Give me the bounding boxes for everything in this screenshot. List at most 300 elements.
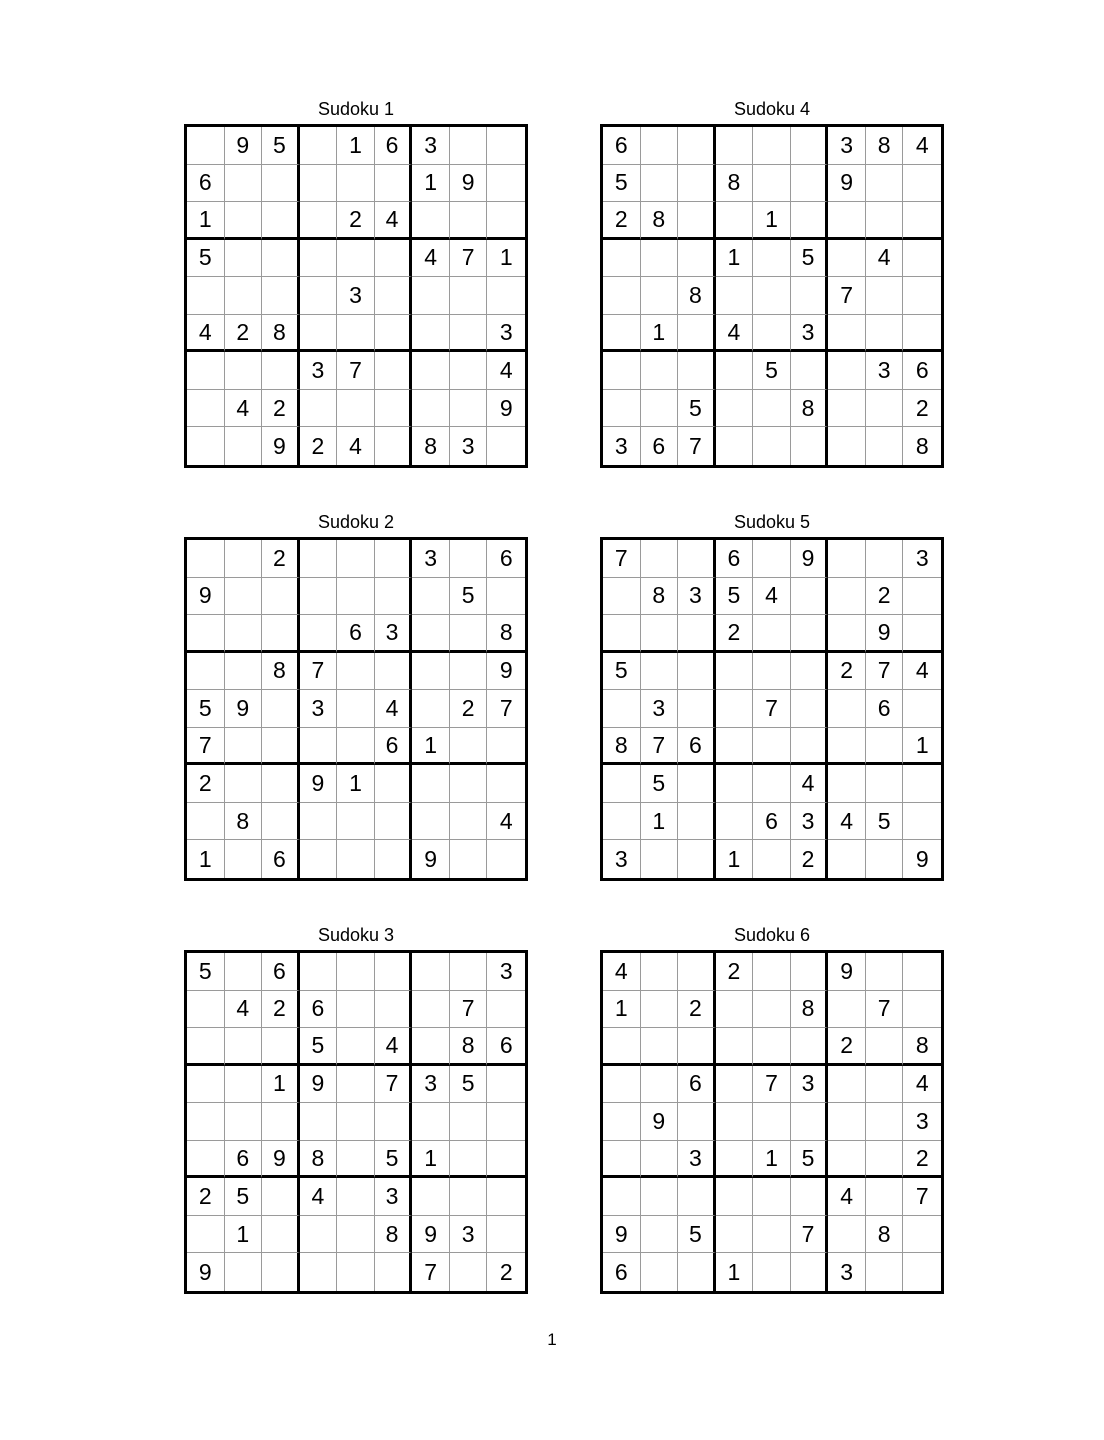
sudoku-cell xyxy=(753,1103,791,1141)
sudoku-cell xyxy=(412,390,450,428)
sudoku-cell: 3 xyxy=(678,1141,716,1179)
sudoku-cell: 6 xyxy=(375,127,413,165)
sudoku-cell xyxy=(300,202,338,240)
sudoku-cell xyxy=(678,315,716,353)
sudoku-cell: 7 xyxy=(487,690,525,728)
sudoku-cell: 9 xyxy=(225,690,263,728)
sudoku-cell: 1 xyxy=(187,202,225,240)
sudoku-cell xyxy=(450,127,488,165)
sudoku-cell xyxy=(866,953,904,991)
sudoku-cell xyxy=(753,1253,791,1291)
sudoku-cell xyxy=(753,427,791,465)
sudoku-cell xyxy=(487,165,525,203)
sudoku-cell xyxy=(300,578,338,616)
sudoku-cell xyxy=(678,653,716,691)
sudoku-cell: 2 xyxy=(678,991,716,1029)
sudoku-cell xyxy=(300,1103,338,1141)
sudoku-cell xyxy=(487,1066,525,1104)
sudoku-cell: 1 xyxy=(716,240,754,278)
sudoku-cell xyxy=(225,840,263,878)
sudoku-cell: 8 xyxy=(375,1216,413,1254)
sudoku-cell xyxy=(678,240,716,278)
sudoku-cell xyxy=(450,1103,488,1141)
sudoku-cell: 9 xyxy=(828,165,866,203)
sudoku-cell xyxy=(716,991,754,1029)
sudoku-cell xyxy=(262,165,300,203)
sudoku-cell xyxy=(828,840,866,878)
sudoku-cell xyxy=(828,240,866,278)
sudoku-cell xyxy=(753,390,791,428)
sudoku-cell xyxy=(791,127,829,165)
sudoku-cell: 1 xyxy=(412,728,450,766)
sudoku-cell xyxy=(187,277,225,315)
sudoku-cell xyxy=(828,202,866,240)
sudoku-cell xyxy=(487,765,525,803)
sudoku-cell: 3 xyxy=(412,1066,450,1104)
sudoku-cell: 6 xyxy=(678,1066,716,1104)
sudoku-cell xyxy=(300,1216,338,1254)
sudoku-cell: 1 xyxy=(641,803,679,841)
sudoku-cell: 7 xyxy=(866,991,904,1029)
sudoku-cell: 1 xyxy=(641,315,679,353)
sudoku-cell xyxy=(791,277,829,315)
sudoku-cell xyxy=(300,803,338,841)
sudoku-cell xyxy=(262,240,300,278)
sudoku-cell xyxy=(903,202,941,240)
sudoku-cell xyxy=(603,390,641,428)
sudoku-cell xyxy=(487,578,525,616)
sudoku-cell: 3 xyxy=(828,1253,866,1291)
sudoku-cell: 8 xyxy=(412,427,450,465)
sudoku-cell: 3 xyxy=(641,690,679,728)
sudoku-cell xyxy=(678,127,716,165)
sudoku-cell: 9 xyxy=(450,165,488,203)
sudoku-cell xyxy=(412,765,450,803)
sudoku-cell xyxy=(187,540,225,578)
sudoku-cell xyxy=(187,1216,225,1254)
sudoku-cell xyxy=(603,1103,641,1141)
sudoku-cell xyxy=(753,615,791,653)
sudoku-cell: 8 xyxy=(903,1028,941,1066)
sudoku-cell: 2 xyxy=(828,653,866,691)
sudoku-cell xyxy=(225,653,263,691)
sudoku-cell xyxy=(753,1028,791,1066)
sudoku-cell xyxy=(412,653,450,691)
sudoku-cell: 2 xyxy=(225,315,263,353)
sudoku-cell xyxy=(903,240,941,278)
sudoku-cell xyxy=(753,315,791,353)
sudoku-cell: 2 xyxy=(903,1141,941,1179)
sudoku-cell xyxy=(450,803,488,841)
sudoku-cell xyxy=(866,1253,904,1291)
sudoku-cell xyxy=(641,1028,679,1066)
sudoku-cell: 5 xyxy=(450,578,488,616)
sudoku-cell xyxy=(450,390,488,428)
sudoku-cell xyxy=(903,803,941,841)
sudoku-cell xyxy=(225,540,263,578)
sudoku-cell xyxy=(225,615,263,653)
sudoku-cell: 1 xyxy=(753,1141,791,1179)
sudoku-cell xyxy=(487,202,525,240)
sudoku-cell xyxy=(716,690,754,728)
sudoku-cell xyxy=(753,728,791,766)
sudoku-cell: 8 xyxy=(300,1141,338,1179)
sudoku-cell: 6 xyxy=(603,1253,641,1291)
sudoku-cell: 7 xyxy=(866,653,904,691)
sudoku-cell: 3 xyxy=(375,1178,413,1216)
sudoku-cell: 8 xyxy=(791,390,829,428)
sudoku-cell: 5 xyxy=(187,240,225,278)
sudoku-cell xyxy=(678,953,716,991)
sudoku-cell xyxy=(866,390,904,428)
sudoku-cell xyxy=(641,165,679,203)
sudoku-cell: 6 xyxy=(487,1028,525,1066)
sudoku-cell: 4 xyxy=(903,653,941,691)
sudoku-cell: 2 xyxy=(716,953,754,991)
sudoku-cell xyxy=(187,615,225,653)
sudoku-cell xyxy=(903,953,941,991)
sudoku-cell: 6 xyxy=(753,803,791,841)
sudoku-cell: 1 xyxy=(337,765,375,803)
sudoku-cell xyxy=(412,1103,450,1141)
sudoku-cell xyxy=(337,1066,375,1104)
sudoku-cell: 4 xyxy=(225,991,263,1029)
sudoku-cell xyxy=(603,1141,641,1179)
sudoku-cell xyxy=(337,840,375,878)
sudoku-cell: 9 xyxy=(915,845,929,872)
sudoku-cell xyxy=(412,803,450,841)
sudoku-cell: 6 xyxy=(903,352,941,390)
sudoku-cell xyxy=(603,1066,641,1104)
sudoku-cell xyxy=(300,390,338,428)
sudoku-cell: 7 xyxy=(412,1253,450,1291)
sudoku-cell: 7 xyxy=(753,1066,791,1104)
sudoku-cell xyxy=(641,1141,679,1179)
sudoku-cell: 2 xyxy=(903,390,941,428)
sudoku-cell xyxy=(300,277,338,315)
sudoku-cell xyxy=(791,1103,829,1141)
sudoku-cell xyxy=(262,803,300,841)
sudoku-cell: 1 xyxy=(225,1216,263,1254)
sudoku-cell xyxy=(791,615,829,653)
sudoku-cell: 3 xyxy=(603,427,641,465)
sudoku-cell: 8 xyxy=(487,615,525,653)
sudoku-cell: 3 xyxy=(678,578,716,616)
sudoku-cell xyxy=(300,315,338,353)
sudoku-cell: 8 xyxy=(641,202,679,240)
sudoku-cell: 9 xyxy=(225,127,263,165)
sudoku-cell xyxy=(300,840,338,878)
sudoku-cell xyxy=(678,840,716,878)
sudoku-cell xyxy=(487,991,525,1029)
sudoku-grid xyxy=(184,124,528,468)
sudoku-cell xyxy=(262,728,300,766)
sudoku-cell xyxy=(753,653,791,691)
sudoku-cell xyxy=(828,1141,866,1179)
sudoku-cell xyxy=(641,240,679,278)
sudoku-cell: 4 xyxy=(375,1028,413,1066)
sudoku-cell: 5 xyxy=(225,1178,263,1216)
sudoku-cell xyxy=(791,1253,829,1291)
sudoku-cell xyxy=(337,728,375,766)
sudoku-cell: 6 xyxy=(337,615,375,653)
sudoku-cell xyxy=(450,840,488,878)
sudoku-cell: 4 xyxy=(903,1066,941,1104)
sudoku-cell xyxy=(337,953,375,991)
sudoku-cell: 1 xyxy=(716,840,754,878)
sudoku-cell: 3 xyxy=(791,803,829,841)
sudoku-cell xyxy=(603,1028,641,1066)
sudoku-cell xyxy=(791,165,829,203)
sudoku-cell: 5 xyxy=(678,1216,716,1254)
sudoku-grid xyxy=(600,124,944,468)
sudoku-cell xyxy=(337,991,375,1029)
sudoku-cell xyxy=(903,1253,941,1291)
sudoku-cell xyxy=(753,1178,791,1216)
sudoku-cell xyxy=(187,127,225,165)
sudoku-cell xyxy=(187,1066,225,1104)
sudoku-cell xyxy=(791,578,829,616)
sudoku-cell xyxy=(375,315,413,353)
sudoku-cell xyxy=(450,653,488,691)
sudoku-cell xyxy=(641,840,679,878)
sudoku-cell xyxy=(716,390,754,428)
puzzle-title: Sudoku 4 xyxy=(733,99,811,119)
sudoku-cell xyxy=(262,1028,300,1066)
sudoku-cell xyxy=(603,578,641,616)
sudoku-cell xyxy=(450,202,488,240)
sudoku-cell xyxy=(828,427,866,465)
sudoku-cell: 6 xyxy=(262,840,300,878)
sudoku-cell: 2 xyxy=(450,690,488,728)
sudoku-cell xyxy=(641,953,679,991)
sudoku-cell: 7 xyxy=(828,277,866,315)
sudoku-cell xyxy=(262,690,300,728)
sudoku-cell xyxy=(866,315,904,353)
sudoku-cell: 9 xyxy=(300,765,338,803)
sudoku-cell xyxy=(412,315,450,353)
sudoku-cell xyxy=(375,427,413,465)
sudoku-cell: 6 xyxy=(678,728,716,766)
sudoku-cell: 7 xyxy=(678,427,716,465)
sudoku-cell xyxy=(337,578,375,616)
sudoku-cell xyxy=(300,728,338,766)
sudoku-cell xyxy=(262,352,300,390)
sudoku-cell: 9 xyxy=(791,540,829,578)
sudoku-cell: 4 xyxy=(753,578,791,616)
sudoku-cell xyxy=(791,1178,829,1216)
sudoku-cell: 9 xyxy=(487,390,525,428)
sudoku-cell xyxy=(716,1141,754,1179)
sudoku-cell xyxy=(828,1103,866,1141)
sudoku-cell xyxy=(828,540,866,578)
sudoku-cell xyxy=(262,578,300,616)
sudoku-cell: 3 xyxy=(791,1066,829,1104)
sudoku-cell xyxy=(791,690,829,728)
sudoku-cell xyxy=(791,953,829,991)
sudoku-cell xyxy=(187,352,225,390)
sudoku-cell xyxy=(603,277,641,315)
sudoku-cell: 1 xyxy=(262,1066,300,1104)
sudoku-cell: 2 xyxy=(262,390,300,428)
sudoku-cell xyxy=(791,352,829,390)
sudoku-cell xyxy=(866,427,904,465)
sudoku-cell: 6 xyxy=(300,991,338,1029)
sudoku-cell: 2 xyxy=(262,991,300,1029)
sudoku-cell: 9 xyxy=(828,953,866,991)
sudoku-cell: 5 xyxy=(716,578,754,616)
sudoku-cell xyxy=(337,1103,375,1141)
sudoku-cell xyxy=(375,765,413,803)
sudoku-cell: 9 xyxy=(412,1216,450,1254)
sudoku-cell xyxy=(375,578,413,616)
sudoku-cell: 9 xyxy=(866,615,904,653)
sudoku-cell: 1 xyxy=(487,240,525,278)
sudoku-cell xyxy=(337,390,375,428)
sudoku-cell: 5 xyxy=(603,653,641,691)
sudoku-cell xyxy=(866,165,904,203)
sudoku-cell: 3 xyxy=(412,127,450,165)
sudoku-grid xyxy=(600,537,944,881)
sudoku-cell xyxy=(187,1141,225,1179)
sudoku-cell: 9 xyxy=(262,1141,300,1179)
sudoku-cell: 7 xyxy=(603,540,641,578)
sudoku-cell: 2 xyxy=(791,840,829,878)
sudoku-cell xyxy=(716,277,754,315)
sudoku-cell xyxy=(753,991,791,1029)
sudoku-cell: 5 xyxy=(866,803,904,841)
sudoku-cell: 6 xyxy=(487,540,525,578)
sudoku-cell: 6 xyxy=(187,165,225,203)
sudoku-cell: 4 xyxy=(187,315,225,353)
sudoku-cell: 9 xyxy=(641,1103,679,1141)
sudoku-cell xyxy=(791,202,829,240)
sudoku-grid xyxy=(184,950,528,1294)
sudoku-cell xyxy=(187,653,225,691)
sudoku-cell xyxy=(828,615,866,653)
sudoku-cell xyxy=(375,390,413,428)
sudoku-cell xyxy=(716,427,754,465)
sudoku-cell: 5 xyxy=(678,390,716,428)
sudoku-cell xyxy=(716,803,754,841)
sudoku-cell xyxy=(678,803,716,841)
sudoku-cell: 8 xyxy=(603,728,641,766)
sudoku-cell xyxy=(375,277,413,315)
sudoku-cell: 5 xyxy=(375,1141,413,1179)
sudoku-cell xyxy=(828,728,866,766)
sudoku-cell xyxy=(187,390,225,428)
sudoku-cell xyxy=(678,1178,716,1216)
sudoku-cell: 3 xyxy=(866,352,904,390)
sudoku-cell xyxy=(678,1253,716,1291)
sudoku-cell: 2 xyxy=(828,1028,866,1066)
sudoku-cell xyxy=(603,690,641,728)
sudoku-cell: 4 xyxy=(487,352,525,390)
sudoku-cell xyxy=(903,165,941,203)
sudoku-cell: 3 xyxy=(828,127,866,165)
sudoku-cell xyxy=(412,1178,450,1216)
sudoku-cell: 4 xyxy=(866,240,904,278)
sudoku-cell: 7 xyxy=(641,728,679,766)
sudoku-cell: 4 xyxy=(412,240,450,278)
sudoku-cell: 6 xyxy=(262,953,300,991)
sudoku-cell xyxy=(716,1216,754,1254)
sudoku-cell xyxy=(225,578,263,616)
sudoku-cell xyxy=(603,352,641,390)
sudoku-cell xyxy=(753,765,791,803)
sudoku-cell xyxy=(225,1028,263,1066)
sudoku-cell: 8 xyxy=(791,991,829,1029)
sudoku-cell xyxy=(487,127,525,165)
sudoku-cell: 3 xyxy=(300,352,338,390)
sudoku-cell: 7 xyxy=(791,1216,829,1254)
sudoku-cell xyxy=(225,953,263,991)
sudoku-cell xyxy=(375,240,413,278)
sudoku-cell xyxy=(641,352,679,390)
sudoku-cell: 5 xyxy=(187,953,225,991)
sudoku-cell xyxy=(300,540,338,578)
sudoku-cell xyxy=(450,352,488,390)
sudoku-cell xyxy=(678,1028,716,1066)
sudoku-cell xyxy=(412,1028,450,1066)
sudoku-cell xyxy=(753,953,791,991)
sudoku-cell xyxy=(337,653,375,691)
puzzle-title: Sudoku 5 xyxy=(733,512,811,532)
sudoku-cell xyxy=(337,315,375,353)
sudoku-cell xyxy=(828,991,866,1029)
sudoku-cell xyxy=(866,1178,904,1216)
sudoku-cell: 3 xyxy=(412,540,450,578)
sudoku-cell xyxy=(337,540,375,578)
sudoku-cell: 3 xyxy=(603,840,641,878)
sudoku-cell xyxy=(603,765,641,803)
sudoku-cell xyxy=(412,991,450,1029)
sudoku-cell: 5 xyxy=(791,1141,829,1179)
sudoku-cell xyxy=(641,1178,679,1216)
sudoku-cell: 9 xyxy=(487,653,525,691)
sudoku-cell: 7 xyxy=(753,690,791,728)
sudoku-cell: 8 xyxy=(678,277,716,315)
sudoku-cell xyxy=(375,803,413,841)
sudoku-cell xyxy=(903,578,941,616)
sudoku-cell xyxy=(828,390,866,428)
sudoku-cell: 9 xyxy=(412,840,450,878)
sudoku-cell: 3 xyxy=(487,315,525,353)
sudoku-cell: 2 xyxy=(262,540,300,578)
sudoku-cell: 2 xyxy=(866,578,904,616)
sudoku-grid xyxy=(600,950,944,1294)
sudoku-cell: 6 xyxy=(866,690,904,728)
sudoku-cell: 9 xyxy=(300,1066,338,1104)
sudoku-cell: 8 xyxy=(450,1028,488,1066)
sudoku-cell: 5 xyxy=(641,765,679,803)
sudoku-cell xyxy=(828,690,866,728)
sudoku-cell: 4 xyxy=(791,765,829,803)
sudoku-cell xyxy=(678,202,716,240)
sudoku-cell xyxy=(716,1028,754,1066)
sudoku-cell xyxy=(903,615,941,653)
sudoku-cell: 6 xyxy=(716,540,754,578)
sudoku-cell xyxy=(300,165,338,203)
sudoku-cell xyxy=(225,165,263,203)
sudoku-cell xyxy=(791,1028,829,1066)
sudoku-cell xyxy=(903,1216,941,1254)
sudoku-cell xyxy=(903,765,941,803)
sudoku-cell xyxy=(678,615,716,653)
sudoku-cell: 2 xyxy=(187,1178,225,1216)
sudoku-cell: 1 xyxy=(903,728,941,766)
sudoku-cell xyxy=(225,277,263,315)
